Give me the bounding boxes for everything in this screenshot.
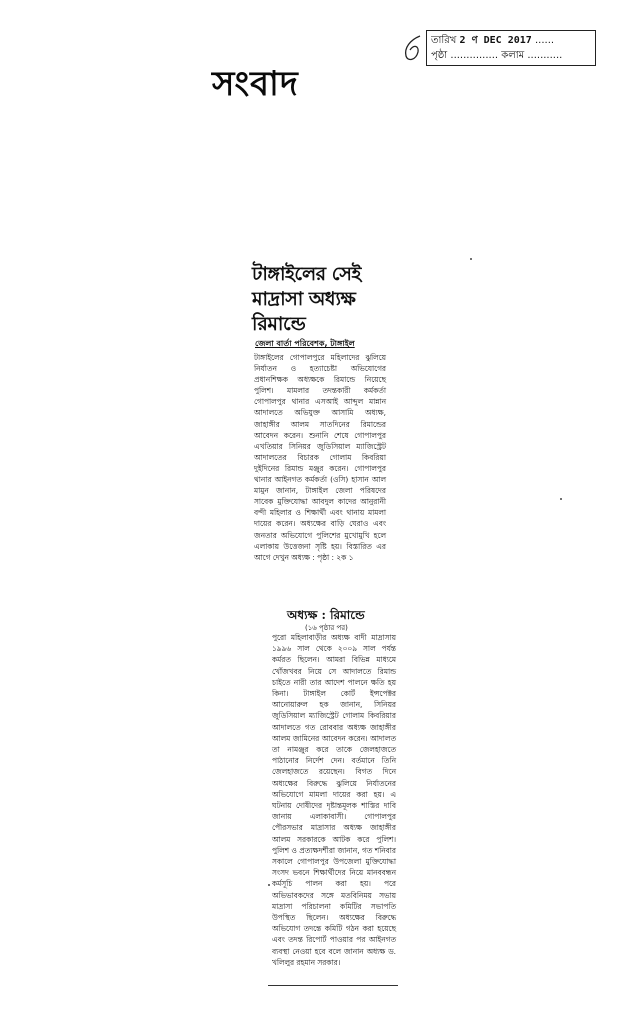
newspaper-masthead: সংবাদ — [212, 64, 299, 104]
article-body-part2: পুরো মহিলাবাড়ীর অধ্যক্ষ বাদী মাদ্রাসায় ১৯৯৬ সাল থেকে ২০০৯ সাল পর্যন্ত কর্মরত ছিলেন। আমরা বিভিন্ন মাধ্যমে খোঁজখবর নিয়ে সে আদালতে রিমান্ড চাইতে নারী তার আদেশ পালনে ক্ষতি হয় কিনা। টাঙ্গাইল কোর্ট ইন্সপেক্টর আনোয়ারুল হক জানান, সিনিয়র জুডিসিয়াল ম্যাজিস্ট্রেট গোলাম কিবরিয়ার আদালতে গত রোববার অধ্যক্ষ জাহাঙ্গীর আলম জামিনের আবেদন করেন। আদালত তা নামঞ্জুর করে তাকে জেলহাজতে পাঠানোর নির্দেশ দেন। বর্তমানে তিনি জেলহাজতে রয়েছেন। বিগত দিনে অধ্যক্ষের বিরুদ্ধে ঝুলিয়ে নির্যাতনের অভিযোগে মামলা দায়ের করা হয়। এ ঘটনায় দোষীদের দৃষ্টান্তমূলক শাস্তির দাবি জানায় এলাকাবাসী। গোপালপুর পৌরসভার মাদ্রাসার অধ্যক্ষ জাহাঙ্গীর আলম সরকারকে আটক করে পুলিশ। পুলিশ ও প্রত্যক্ষদর্শীরা জানান, গত শনিবার সকালে গোপালপুর উপজেলা মুক্তিযোদ্ধা সংসদ ভবনে শিক্ষার্থীদের নিয়ে মানববন্ধন কর্মসূচি পালন করা হয়। পরে অভিভাবকদের সঙ্গে মতবিনিময় সভায় মাদ্রাসা পরিচালনা কমিটির সভাপতি উপস্থিত ছিলেন। অধ্যক্ষের বিরুদ্ধে অভিযোগ তদন্তে কমিটি গঠন করা হয়েছে এবং তদন্ত রিপোর্ট পাওয়ার পর আইনগত ব্যবস্থা নেওয়া হবে বলে জানান অধ্যক্ষ ড. খলিলুর রহমান সরকার। — [272, 633, 396, 967]
scan-speck — [470, 258, 472, 260]
continued-from-note: (১৬ পৃষ্ঠার পর) — [305, 624, 348, 632]
stamp-date-value: 2 ণ DEC 2017 — [459, 35, 532, 46]
article-body-part1: টাঙ্গাইলের গোপালপুরে মহিলাদের ঝুলিয়ে নির্যাতন ও হত্যাচেষ্টা অভিযোগের প্রধানশিক্ষক অধ্যক্ষকে রিমান্ডে নিয়েছে পুলিশ। মামলার তদন্তকারী কর্মকর্তা গোপালপুর থানার এসআই আব্দুল মান্নান আদালতে অভিযুক্ত আসামি অধ্যক্ষ, জাহাঙ্গীর আলম সাতদিনের রিমান্ডের আবেদন করেন। শুনানি শেষে গোপালপুর এখতিয়ার সিনিয়র জুডিসিয়াল ম্যাজিস্ট্রেট আদালতের বিচারক গোলাম কিবরিয়া দুইদিনের রিমান্ড মঞ্জুর করেন। গোপালপুর থানার আইনগত কর্মকর্তা (ওসি) হাসান আল মামুন জানান, টাঙ্গাইল জেলা পরিষদের সাবেক মুক্তিযোদ্ধা আবদুল কাদের আনুরানী বন্দী মহিলার ও শিক্ষার্থী এবং থানায় মামলা দায়ের করেন। অধ্যক্ষের বাড়ি ঘেরাও এবং জনতার অভিযোগে পুলিশের মুখোমুখি হলে এলাকায় উত্তেজনা সৃষ্টি হয়। বিস্তারিত এর আগে দেখুন অধ্যক্ষ : পৃষ্ঠা : ২ক ১ — [254, 353, 386, 562]
stamp-date-label: তারিখ — [431, 35, 457, 46]
stamp-column-label: কলাম — [501, 50, 525, 61]
stamp-page-label: পৃষ্ঠা — [431, 50, 448, 61]
stamp-date-row — [431, 33, 591, 48]
clipping-stamp — [426, 30, 596, 66]
stamp-dots: ...... — [535, 35, 555, 46]
stamp-dots: ............... — [450, 50, 499, 61]
continuation-subhead: অধ্যক্ষ : রিমান্ডে — [287, 608, 365, 622]
article-byline: জেলা বার্তা পরিবেশক, টাঙ্গাইল — [255, 339, 355, 348]
stamp-dots: ........... — [527, 50, 563, 61]
stamp-page-row — [431, 48, 591, 63]
clipping-bottom-edge — [268, 985, 398, 986]
scan-speck — [560, 498, 562, 500]
signature-mark — [400, 34, 428, 64]
article-headline: টাঙ্গাইলের সেই মাদ্রাসা অধ্যক্ষ রিমান্ডে — [252, 263, 361, 335]
scan-speck — [268, 884, 270, 886]
